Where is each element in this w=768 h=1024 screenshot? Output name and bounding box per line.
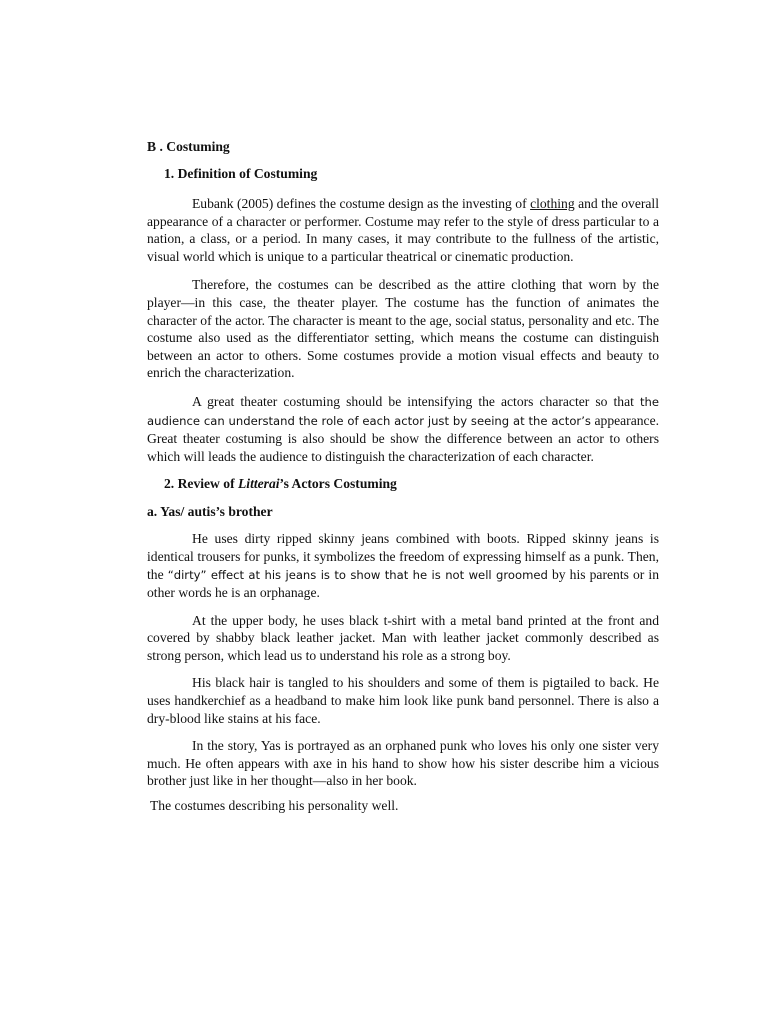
clothing-link[interactable]: clothing bbox=[530, 196, 575, 211]
paragraph-upper-body: At the upper body, he uses black t-shirt with a metal band printed at the front and covered by shabby black leather jacket. Man with leather jacket commonly described as strong person, which lead us to understand his role as a strong boy. bbox=[147, 612, 659, 663]
paragraph-story: In the story, Yas is portrayed as an orphaned punk who loves his only one sister very much. He often appears with axe in his hand to show how his sister describe him a vicious brother just like in her thought—also in her book. bbox=[147, 738, 659, 789]
paragraph-conclusion: The costumes describing his personality well. bbox=[150, 798, 399, 814]
document-page bbox=[147, 138, 659, 815]
subheading-review-text-1: 2. Review of bbox=[164, 476, 238, 492]
subheading-review-text-2: ’s Actors Costuming bbox=[279, 476, 397, 492]
paragraph-great-costuming-text-2: the audience can understand the role of each actor just by seeing at the actor’s bbox=[147, 394, 659, 428]
paragraph-hair: His black hair is tangled to his shoulders and some of them is pigtailed to back. He uses handkerchief as a headband to make him look like punk band personnel. There is also a dry-blood like stains at his face. bbox=[147, 675, 659, 726]
paragraph-great-costuming-text-1: A great theater costuming should be intensifying the actors character so that bbox=[192, 393, 640, 409]
paragraph-jeans-text-2: “dirty” effect at his jeans is to show that he is not well groomed bbox=[167, 567, 548, 582]
subheading-character: a. Yas/ autis’s brother bbox=[147, 504, 273, 520]
paragraph-jeans-text-3: by his parents or in other words he is an orphanage. bbox=[147, 566, 659, 601]
paragraph-attire: Therefore, the costumes can be described as the attire clothing that worn by the player—in this case, the theater player. The costume has the function of animates the character of the actor. The character is meant to the age, social status, personality and etc. The costume also used as the differentiator setting, which means the costume can distinguish between an actor to others. Some costumes provide a motion visual effects and beauty to enrich the characterization. bbox=[147, 277, 659, 381]
paragraph-definition-text-2: and the overall appearance of a character or performer. Costume may refer to the style of dress particular to a nation, a class, or a period. In many cases, it may contribute to the fullness of the artistic, visual world which is unique to a particular theatrical or cinematic production. bbox=[147, 196, 659, 264]
paragraph-jeans-text-1: He uses dirty ripped skinny jeans combined with boots. Ripped skinny jeans is identical trousers for punks, it symbolizes the freedom of expressing himself as a punk. Then, the bbox=[147, 531, 659, 582]
paragraph-great-costuming bbox=[147, 393, 659, 465]
paragraph-definition bbox=[147, 195, 659, 265]
subheading-definition: 1. Definition of Costuming bbox=[164, 166, 318, 181]
paragraph-definition-text-1: Eubank (2005) defines the costume design as the investing of bbox=[192, 196, 531, 211]
subheading-review bbox=[147, 475, 659, 493]
paragraph-great-costuming-text-3: appearance. Great theater costuming is also should be show the difference between an actor to others which will leads the audience to distinguish the characterization of each character. bbox=[147, 412, 660, 464]
paragraph-jeans bbox=[147, 530, 659, 601]
section-heading: B . Costuming bbox=[147, 139, 230, 154]
subheading-review-title: Litterai bbox=[238, 476, 280, 492]
